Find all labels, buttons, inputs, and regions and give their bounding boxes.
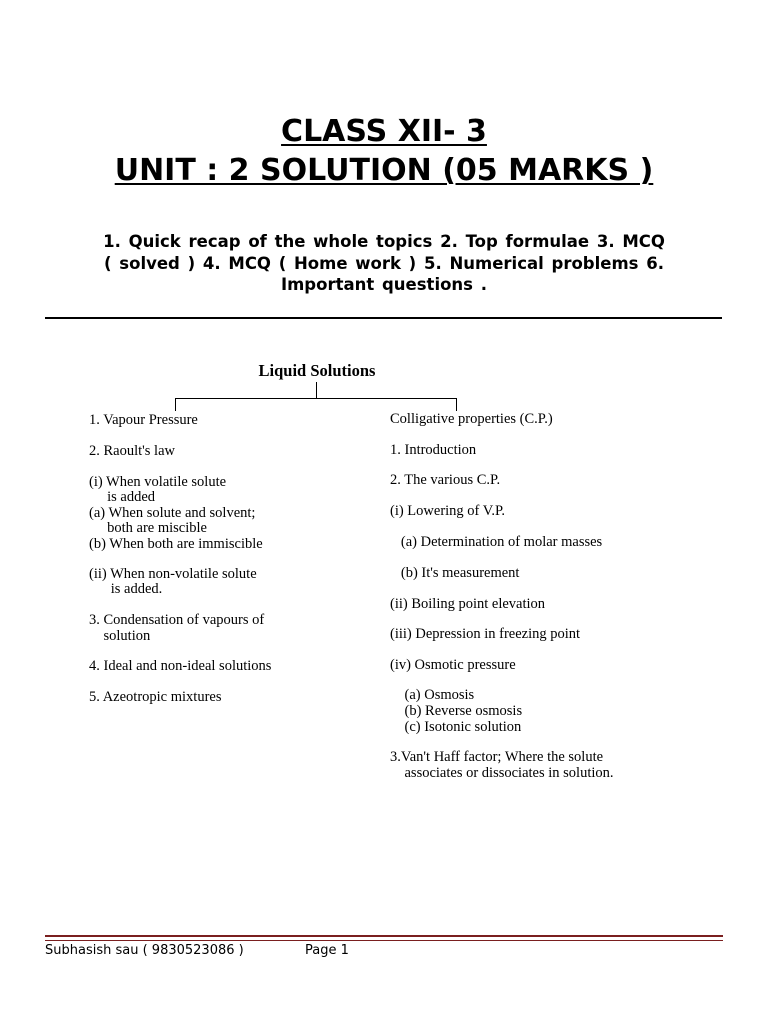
divider	[45, 317, 722, 319]
diagram-item: solution	[89, 628, 151, 644]
diagram-item: Colligative properties (C.P.)	[390, 411, 553, 427]
diagram-item: associates or dissociates in solution.	[390, 765, 614, 781]
page-title: CLASS XII- 3	[281, 114, 487, 149]
diagram-item: is added.	[89, 581, 163, 597]
diagram-item: (iii) Depression in freezing point	[390, 626, 581, 642]
diagram-item: is added	[89, 489, 156, 505]
diagram-item: (iv) Osmotic pressure	[390, 657, 516, 673]
diagram-item: 1. Introduction	[390, 442, 477, 458]
diagram-item: 3.Van't Haff factor; Where the solute	[390, 749, 604, 765]
diagram-item: both are miscible	[89, 520, 207, 536]
footer-divider	[45, 935, 723, 937]
tree-connector-vertical	[316, 382, 317, 398]
diagram-title: Liquid Solutions	[258, 361, 376, 380]
diagram-item: 3. Condensation of vapours of	[89, 612, 265, 628]
footer-author: Subhasish sau ( 9830523086 )	[45, 943, 244, 958]
diagram-item: (b) Reverse osmosis	[390, 703, 523, 719]
topics-list	[70, 231, 698, 296]
footer-divider	[45, 940, 723, 941]
diagram-item: (i) When volatile solute	[89, 474, 227, 490]
topics-line: 1. Quick recap of the whole topics 2. Top formulae 3. MCQ	[103, 232, 665, 251]
topics-line: ( solved ) 4. MCQ ( Home work ) 5. Numerical problems 6.	[104, 253, 664, 273]
unit-subtitle: UNIT : 2 SOLUTION (05 MARKS )	[114, 153, 654, 188]
diagram-item: (a) Osmosis	[390, 687, 475, 703]
diagram-item: (i) Lowering of V.P.	[390, 503, 506, 519]
diagram-item: 2. Raoult's law	[89, 443, 175, 459]
diagram-item: (c) Isotonic solution	[390, 719, 522, 735]
diagram-item: (b) It's measurement	[390, 565, 520, 581]
diagram-item: 4. Ideal and non-ideal solutions	[89, 658, 272, 674]
diagram-item: 1. Vapour Pressure	[89, 412, 198, 428]
tree-connector-horizontal	[175, 398, 457, 399]
diagram-item: (a) When solute and solvent;	[89, 505, 256, 521]
footer-page-number: Page 1	[305, 943, 349, 958]
topics-line: Important questions .	[280, 275, 488, 294]
diagram-item: (b) When both are immiscible	[89, 536, 263, 552]
diagram-item: 2. The various C.P.	[390, 472, 501, 488]
diagram-item: (ii) Boiling point elevation	[390, 596, 546, 612]
diagram-item: 5. Azeotropic mixtures	[89, 689, 222, 705]
tree-connector-left-drop	[175, 398, 176, 411]
diagram-item: (ii) When non-volatile solute	[89, 566, 257, 582]
diagram-item: (a) Determination of molar masses	[390, 534, 603, 550]
tree-connector-right-drop	[456, 398, 457, 411]
